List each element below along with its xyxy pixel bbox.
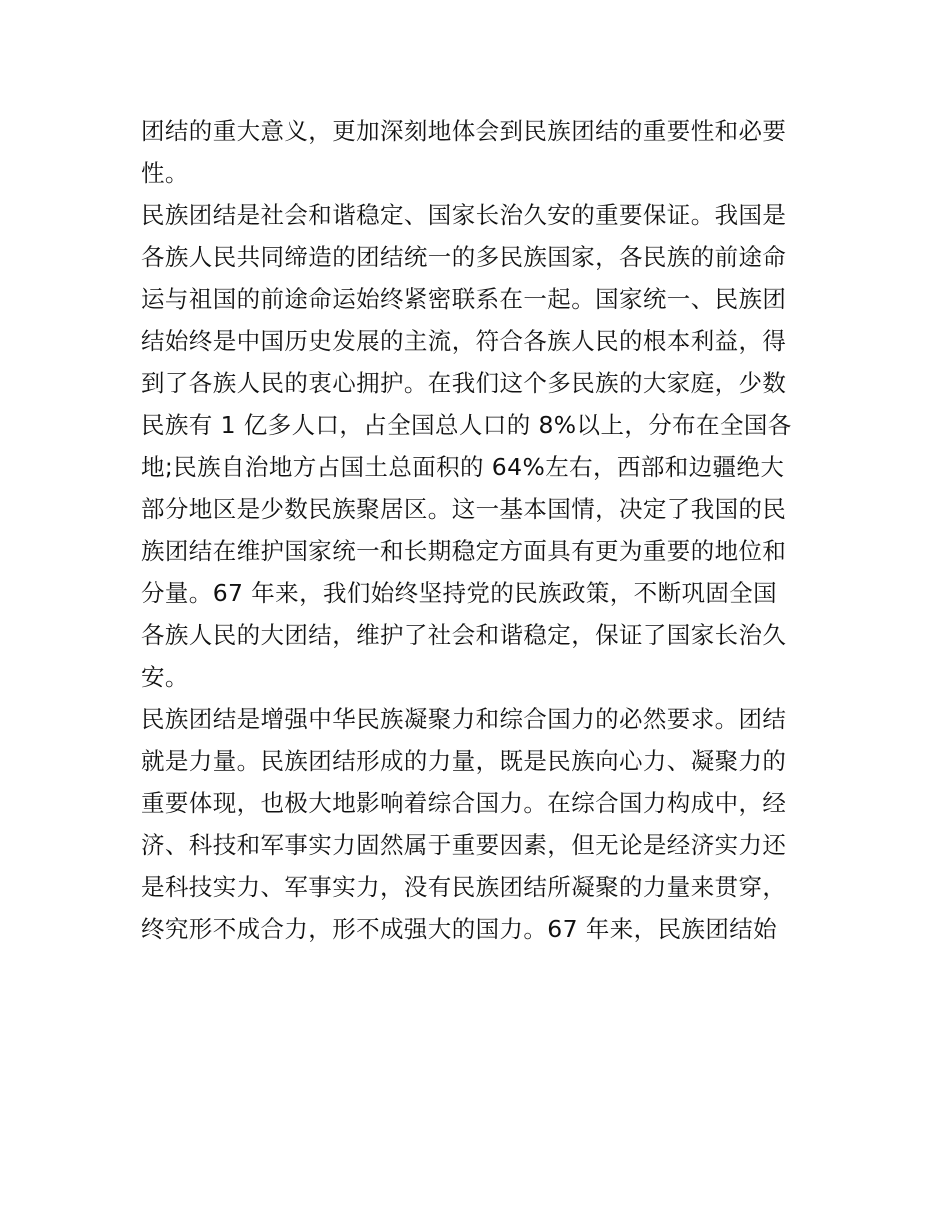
text-line: 各族人民的大团结，维护了社会和谐稳定，保证了国家长治久 xyxy=(141,621,787,649)
text-line: 性。 xyxy=(141,159,189,187)
text-line: 是科技实力、军事实力，没有民族团结所凝聚的力量来贯穿， xyxy=(141,873,787,901)
text-line: 团结的重大意义，更加深刻地体会到民族团结的重要性和必要 xyxy=(141,117,787,145)
text-line: 民族团结是社会和谐稳定、国家长治久安的重要保证。我国是 xyxy=(141,201,787,229)
text-line: 各族人民共同缔造的团结统一的多民族国家，各民族的前途命 xyxy=(141,243,787,271)
body-text xyxy=(141,110,821,950)
text-line: 到了各族人民的衷心拥护。在我们这个多民族的大家庭，少数 xyxy=(141,369,787,397)
text-line: 民族团结是增强中华民族凝聚力和综合国力的必然要求。团结 xyxy=(141,705,787,733)
text-line: 就是力量。民族团结形成的力量，既是民族向心力、凝聚力的 xyxy=(141,747,787,775)
text-line: 重要体现，也极大地影响着综合国力。在综合国力构成中，经 xyxy=(141,789,787,817)
text-line: 部分地区是少数民族聚居区。这一基本国情，决定了我国的民 xyxy=(141,495,787,523)
text-line: 安。 xyxy=(141,663,189,691)
text-line: 终究形不成合力，形不成强大的国力。67 年来，民族团结始 xyxy=(141,915,778,943)
text-line: 民族有 1 亿多人口，占全国总人口的 8%以上，分布在全国各 xyxy=(141,411,792,439)
text-line: 济、科技和军事实力固然属于重要因素，但无论是经济实力还 xyxy=(141,831,787,859)
text-line: 分量。67 年来，我们始终坚持党的民族政策，不断巩固全国 xyxy=(141,579,778,607)
text-line: 族团结在维护国家统一和长期稳定方面具有更为重要的地位和 xyxy=(141,537,787,565)
text-line: 结始终是中国历史发展的主流，符合各族人民的根本利益，得 xyxy=(141,327,787,355)
text-line: 运与祖国的前途命运始终紧密联系在一起。国家统一、民族团 xyxy=(141,285,787,313)
text-line: 地;民族自治地方占国土总面积的 64%左右，西部和边疆绝大 xyxy=(141,453,785,481)
